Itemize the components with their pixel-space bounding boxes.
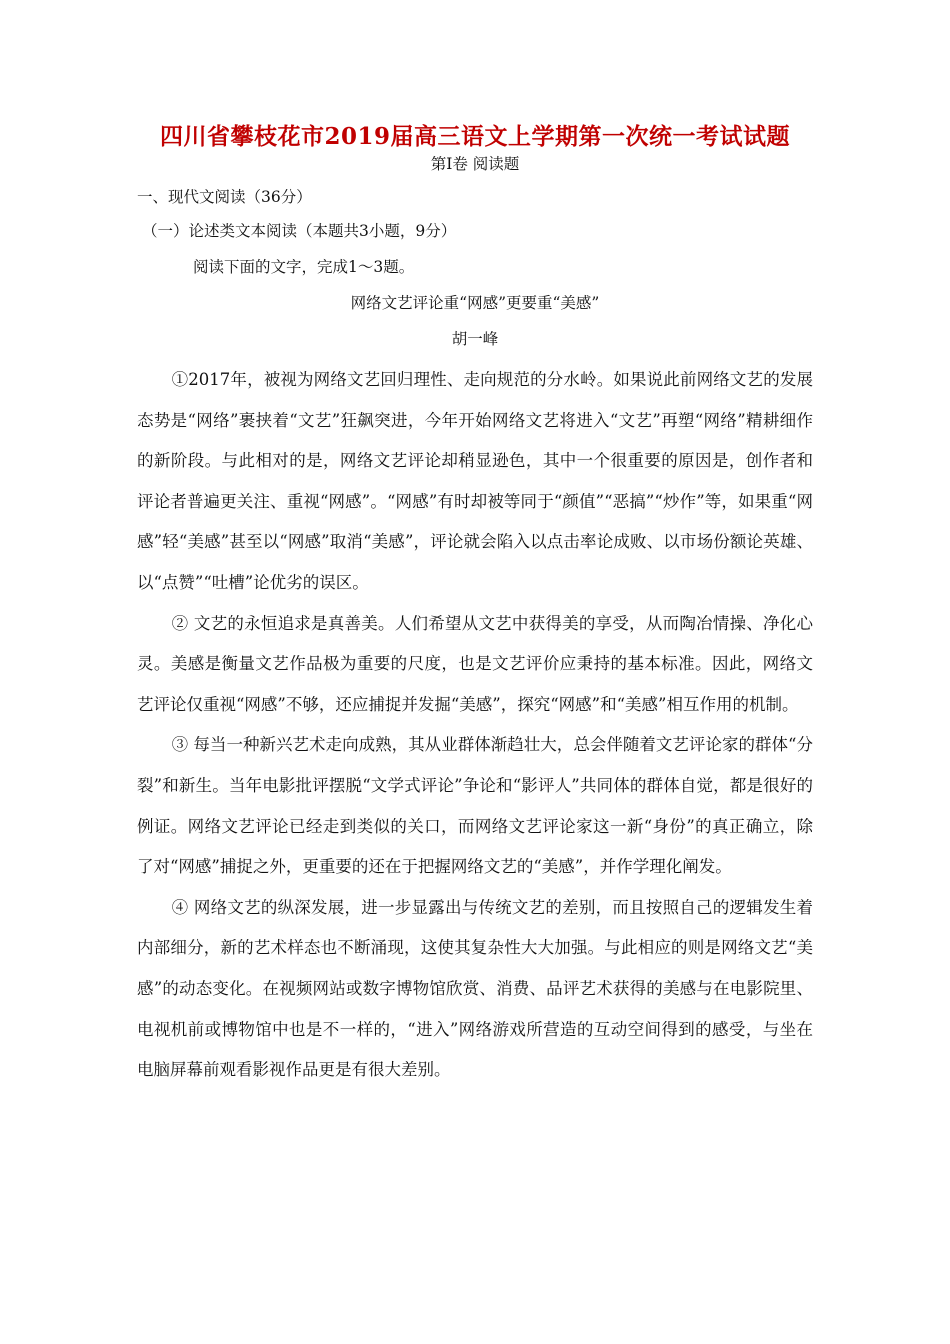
article-title: 网络文艺评论重“网感”更要重“美感”: [350, 294, 600, 312]
exam-title: 四川省攀枝花市2019届高三语文上学期第一次统一考试试题: [159, 123, 790, 150]
section-heading: 一、现代文阅读（36分）: [137, 188, 312, 206]
paragraph-4: ④ 网络文艺的纵深发展，进一步显露出与传统文艺的差别，而且按照自己的逻辑发生着内部细分，新的艺术样态也不断涌现，这使其复杂性大大加强。与此相应的则是网络文艺“美感”的动态变化。在视频网站或数字博物馆欣赏、消费、品评艺术获得的美感与在电影院里、电视机前或博物馆中也是不一样的，“进入”网络游戏所营造的互动空间得到的感受，与坐在电脑屏幕前观看影视作品更是有很大差别。: [137, 897, 813, 1080]
paragraph-2: ② 文艺的永恒追求是真善美。人们希望从文艺中获得美的享受，从而陶冶情操、净化心灵。美感是衡量文艺作品极为重要的尺度，也是文艺评价应秉持的基本标准。因此，网络文艺评论仅重视“网感”不够，还应捕捉并发掘“美感”，探究“网感”和“美感”相互作用的机制。: [137, 613, 813, 714]
part-heading: 第Ⅰ卷 阅读题: [430, 155, 520, 173]
paragraph-1: ①2017年，被视为网络文艺回归理性、走向规范的分水岭。如果说此前网络文艺的发展态势是“网络”裹挟着“文艺”狂飙突进，今年开始网络文艺将进入“文艺”再塑“网络”精耕细作的新阶段。与此相对的是，网络文艺评论却稍显逊色，其中一个很重要的原因是，创作者和评论者普遍更关注、重视“网感”。“网感”有时却被等同于“颜值”“恶搞”“炒作”等，如果重“网感”轻“美感”甚至以“网感”取消“美感”，评论就会陷入以点击率论成败、以市场份额论英雄、以“点赞”“吐槽”论优劣的误区。: [137, 370, 813, 592]
article-author: 胡一峰: [451, 330, 499, 348]
reading-instruction: 阅读下面的文字，完成1～3题。: [193, 258, 415, 276]
article-body: [137, 360, 813, 1091]
subsection-heading: （一）论述类文本阅读（本题共3小题，9分）: [142, 222, 457, 240]
paragraph-3: ③ 每当一种新兴艺术走向成熟，其从业群体渐趋壮大，总会伴随着文艺评论家的群体“分裂”和新生。当年电影批评摆脱“文学式评论”争论和“影评人”共同体的群体自觉，都是很好的例证。网络文艺评论已经走到类似的关口，而网络文艺评论家这一新“身份”的真正确立，除了对“网感”捕捉之外，更重要的还在于把握网络文艺的“美感”，并作学理化阐发。: [137, 735, 813, 877]
